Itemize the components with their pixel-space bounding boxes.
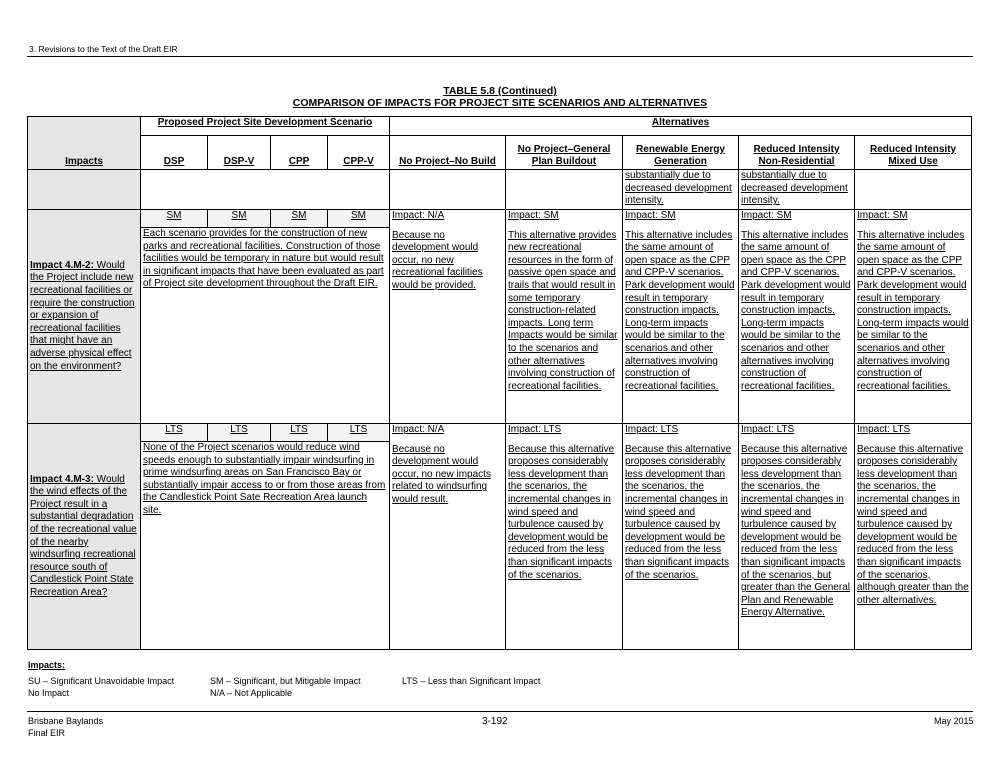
- legend-sm: SM – Significant, but Mitigable Impact: [210, 676, 361, 686]
- sig-cpp: SM: [271, 210, 328, 228]
- cont-mixed-cell: [855, 170, 972, 210]
- impact-level: Impact: N/A: [392, 424, 445, 435]
- sig-cppv: LTS: [328, 424, 390, 442]
- cont-res-text: substantially due to decreased development intensity.: [739, 170, 855, 210]
- cont-renewable-text: substantially due to decreased development intensity.: [623, 170, 739, 210]
- col-dsp: DSP: [141, 136, 208, 170]
- impact-level: Impact: SM: [857, 210, 908, 221]
- impact-level: Impact: LTS: [741, 424, 795, 435]
- sig-dspv: SM: [208, 210, 271, 228]
- impact-4m2-label: Impact 4.M-2:: [30, 259, 94, 271]
- col-cppv: CPP-V: [328, 136, 390, 170]
- impact-text: Because this alternative proposes considerably less development than the scenarios, the incremental changes in wind speed and turbulence caused by development would be reduced from the less than significant impacts of the scenarios.: [625, 443, 732, 581]
- res-cell: [739, 424, 855, 650]
- table-title: TABLE 5.8 (Continued): [443, 85, 557, 97]
- footer-rule: [27, 711, 973, 712]
- col-impacts: Impacts: [28, 117, 141, 170]
- scenario-text-4m2: Each scenario provides for the construction of new parks and recreational facilities. Construction of those facilities would be temporary in nature but would result in significant impacts that have been evaluated as part of Project site development throughout the Draft EIR.: [141, 228, 390, 424]
- impact-level: Impact: SM: [508, 210, 559, 221]
- res-cell: [739, 210, 855, 424]
- impacts-table: [27, 116, 972, 650]
- header-rule: [27, 56, 973, 57]
- table-subtitle: COMPARISON OF IMPACTS FOR PROJECT SITE SCENARIOS AND ALTERNATIVES: [292, 97, 708, 109]
- impact-text: This alternative includes the same amount of open space as the CPP and CPP-V scenarios. Park development would result in temporary construction impacts. Long-term impacts would be similar to the scenarios and other alternatives involving construction of recreational facilities.: [857, 229, 969, 392]
- nobuild-cell: [390, 424, 506, 650]
- col-mixed: Reduced Intensity Mixed Use: [855, 136, 972, 170]
- impact-level: Impact: SM: [741, 210, 792, 221]
- impact-text: Because no development would occur, no new impacts related to windsurfing would result.: [392, 443, 491, 505]
- col-res: Reduced Intensity Non-Residential: [739, 136, 855, 170]
- sig-dsp: LTS: [141, 424, 208, 442]
- general-cell: [506, 424, 623, 650]
- impact-level: Impact: SM: [625, 210, 676, 221]
- legend-na: N/A – Not Applicable: [210, 688, 293, 698]
- cont-general-cell: [506, 170, 623, 210]
- group-proposed: Proposed Project Site Development Scenario: [141, 117, 390, 136]
- impact-text: Because this alternative proposes considerably less development than the scenarios, the incremental changes in wind speed and turbulence caused by development would be reduced from the less than significant impacts of the scenarios.: [508, 443, 615, 581]
- impact-text: This alternative includes the same amount of open space as the CPP and CPP-V scenarios. Park development would result in temporary construction impacts. Long-term impacts would be similar to the scenarios and other alternatives involving construction of recreational facilities.: [625, 229, 735, 392]
- col-nobuild: No Project–No Build: [390, 136, 506, 170]
- impact-text: This alternative provides new recreational resources in the form of passive open space and trails that would result in some temporary construction-related impacts. Long term Impacts would be similar to the scenarios and other alternatives involving construction of recreational facilities.: [508, 229, 618, 392]
- legend-su: SU – Significant Unavoidable Impact: [28, 676, 175, 686]
- impact-text: Because no development would occur, no new recreational facilities would be provided.: [392, 229, 483, 291]
- sig-dsp: SM: [141, 210, 208, 228]
- cont-nobuild-cell: [390, 170, 506, 210]
- page-number: 3-192: [482, 716, 508, 727]
- renewable-cell: [623, 210, 739, 424]
- impact-4m3-label: Impact 4.M-3:: [30, 473, 94, 485]
- col-general: No Project–General Plan Buildout: [506, 136, 623, 170]
- impact-level: Impact: LTS: [857, 424, 911, 435]
- scenario-text-4m3: None of the Project scenarios would reduce wind speeds enough to substantially impair windsurfing in prime windsurfing areas on San Francisco Bay or substantially impair access to or from those areas from the Candlestick Point Sate Recreation Area launch site.: [141, 442, 390, 650]
- mixed-cell: [855, 210, 972, 424]
- col-renewable: Renewable Energy Generation: [623, 136, 739, 170]
- general-cell: [506, 210, 623, 424]
- nobuild-cell: [390, 210, 506, 424]
- mixed-cell: [855, 424, 972, 650]
- impact-level: Impact: LTS: [625, 424, 679, 435]
- impact-level: Impact: N/A: [392, 210, 445, 221]
- sig-dspv: LTS: [208, 424, 271, 442]
- impact-4m2-cell: [28, 210, 141, 424]
- running-head: 3. Revisions to the Text of the Draft EIR: [29, 44, 178, 54]
- cont-impact-cell: [28, 170, 141, 210]
- renewable-cell: [623, 424, 739, 650]
- legend-lts: LTS – Less than Significant Impact: [402, 676, 541, 686]
- impact-text: This alternative includes the same amount of open space as the CPP and CPP-V scenarios. Park development would result in temporary construction impacts. Long-term impacts would be similar to the scenarios and other alternatives involving construction of recreational facilities.: [741, 229, 851, 392]
- col-cpp: CPP: [271, 136, 328, 170]
- impact-4m2-question: Would the Project include new recreational facilities or require the construction or expansion of recreational facilities that might have an adverse physical effect on the environment?: [30, 259, 135, 372]
- footer-project: Brisbane Baylands: [28, 716, 104, 726]
- impact-text: Because this alternative proposes considerably less development than the scenarios, the incremental changes in wind speed and turbulence caused by development would be reduced from the less than significant impacts of the scenarios, but greater than the General Plan and Renewable Energy Alternative.: [741, 443, 850, 619]
- impact-4m3-cell: [28, 424, 141, 650]
- group-alternatives: Alternatives: [390, 117, 972, 136]
- cont-scenario-cell: [141, 170, 390, 210]
- legend-no: No Impact: [28, 688, 70, 698]
- sig-cppv: SM: [328, 210, 390, 228]
- impact-text: Because this alternative proposes considerably less development than the scenarios, the incremental changes in wind speed and turbulence caused by development would be reduced from the less than significant impacts of the scenarios, although greater than the other alternatives.: [857, 443, 969, 606]
- col-dspv: DSP-V: [208, 136, 271, 170]
- sig-cpp: LTS: [271, 424, 328, 442]
- legend-heading: Impacts:: [28, 660, 66, 670]
- impact-level: Impact: LTS: [508, 424, 562, 435]
- impact-4m3-question: Would the wind effects of the Project result in a substantial degradation of the recreational value of the nearby windsurfing recreational resource south of Candlestick Point State Recreation Area?: [30, 473, 137, 598]
- footer-date: May 2015: [934, 716, 974, 726]
- footer-doc: Final EIR: [28, 728, 66, 738]
